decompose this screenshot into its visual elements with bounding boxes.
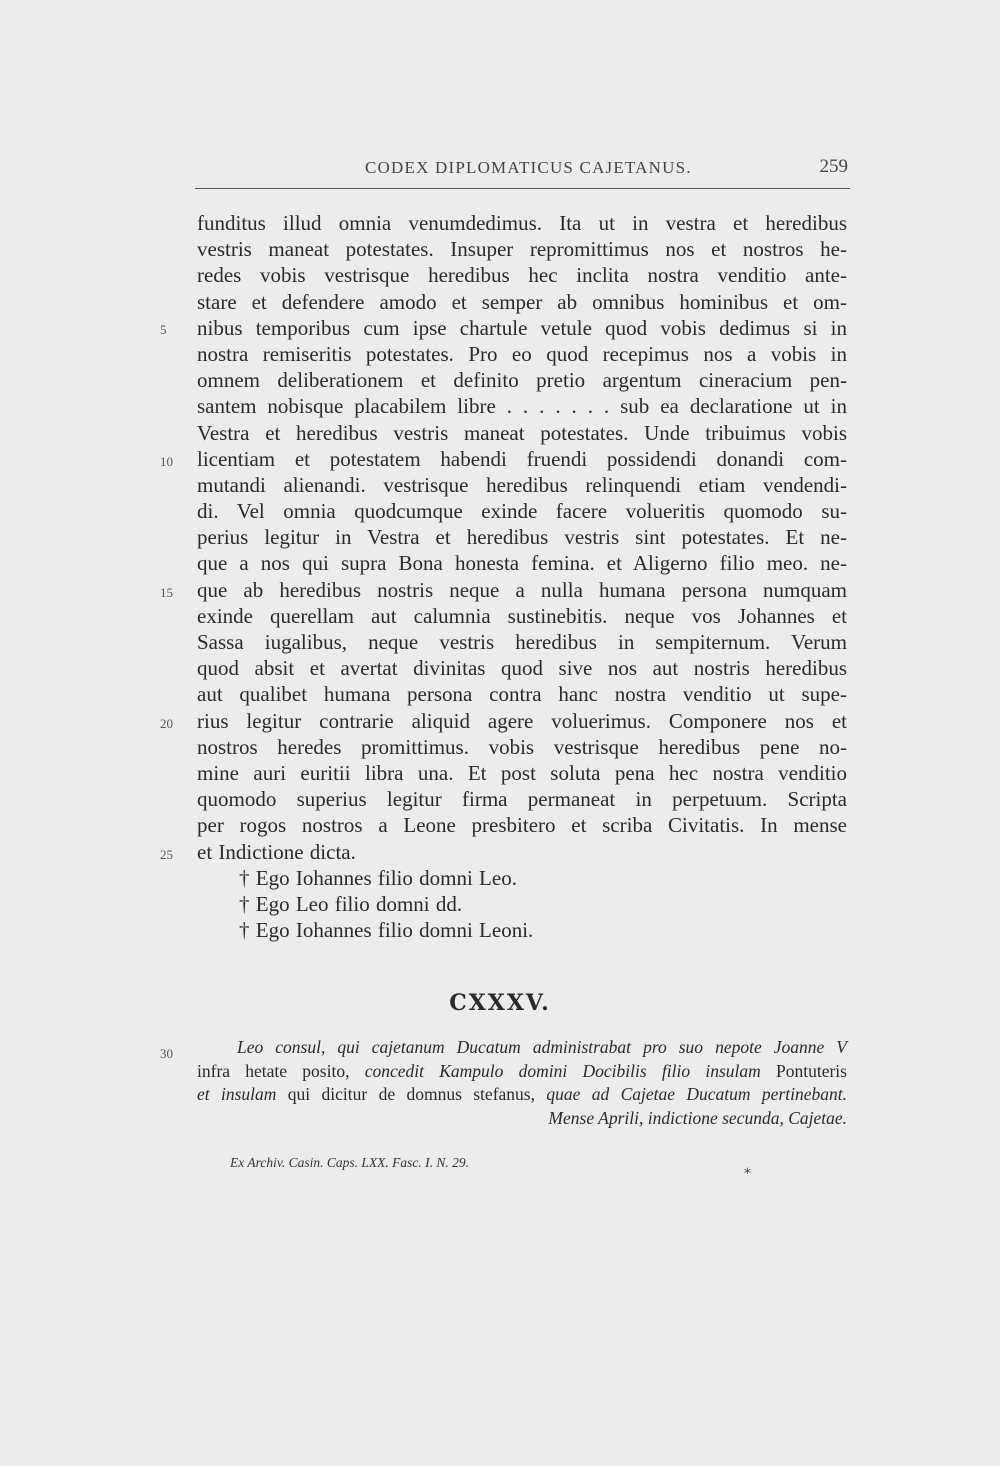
text-line: et Indictione dicta. (197, 839, 356, 864)
charter-text (197, 210, 847, 943)
text-line: aut qualibet humana persona contra hanc nostra venditio ut supe- (197, 682, 847, 707)
text-line: omnem deliberationem et definito pretio argentum cineracium pen- (197, 368, 847, 393)
text-line: nostra remiseritis potestates. Pro eo quod recepimus nos a vobis in (197, 341, 847, 366)
text-line: que a nos qui supra Bona honesta femina. et Aligerno filio meo. ne- (197, 551, 847, 576)
summary-line (197, 1083, 847, 1107)
text-line: quomodo superius legitur firma permaneat in perpetuum. Scripta (197, 787, 847, 812)
summary-text: quae ad Cajetae Ducatum pertinebant. (546, 1084, 847, 1104)
text-line: que ab heredibus nostris neque a nulla humana persona numquam (197, 577, 847, 602)
summary-text: Leo consul, qui cajetanum Ducatum administrabat pro suo nepote Joanne V (237, 1037, 847, 1057)
summary-text: concedit Kampulo domini Docibilis filio insulam (364, 1060, 761, 1081)
line-number-15: 15 (160, 585, 173, 600)
summary-text: qui dicitur de domnus stefanus, (276, 1084, 547, 1104)
signature-line: † Ego Leo filio domni dd. (239, 891, 463, 916)
summary-text: et insulam (197, 1084, 277, 1104)
text-line: stare et defendere amodo et semper ab omnibus hominibus et om- (197, 289, 847, 314)
line-number-20: 20 (160, 716, 173, 731)
source-citation: Ex Archiv. Casin. Caps. LXX. Fasc. I. N. 29. (230, 1155, 469, 1170)
summary-text: infra hetate posito, (197, 1060, 365, 1081)
page-header (195, 152, 850, 189)
summary-line (197, 1107, 847, 1131)
text-line: redes vobis vestrisque heredibus hec inclita nostra venditio ante- (197, 263, 847, 288)
running-title: CODEX DIPLOMATICUS CAJETANUS. (365, 158, 692, 177)
document-summary (197, 1036, 847, 1130)
text-line: di. Vel omnia quodcumque exinde facere volueritis quomodo su- (197, 499, 847, 524)
text-line: mine auri euritii libra una. Et post soluta pena hec nostra venditio (197, 760, 847, 785)
text-line: Vestra et heredibus vestris maneat potestates. Unde tribuimus vobis (197, 420, 847, 445)
text-line: nibus temporibus cum ipse chartule vetule quod vobis dedimus si in (197, 315, 847, 340)
summary-text: Pontuteris (760, 1060, 847, 1081)
text-line: vestris maneat potestates. Insuper repromittimus nos et nostros he- (197, 237, 847, 262)
signature-line: † Ego Iohannes filio domni Leo. (239, 865, 517, 890)
text-line: exinde querellam aut calumnia sustinebitis. neque vos Johannes et (197, 603, 847, 628)
text-line: licentiam et potestatem habendi fruendi possidendi donandi com- (197, 446, 847, 471)
summary-line (197, 1036, 847, 1060)
line-number-10: 10 (160, 454, 173, 469)
page-number: 259 (819, 156, 848, 177)
text-line: rius legitur contrarie aliquid agere voluerimus. Componere nos et (197, 708, 847, 733)
summary-line (197, 1060, 847, 1084)
text-line: Sassa iugalibus, neque vestris heredibus in sempiternum. Verum (197, 630, 847, 654)
signature-line: † Ego Iohannes filio domni Leoni. (239, 918, 534, 943)
line-number-5: 5 (160, 322, 167, 337)
text-line: quod absit et avertat divinitas quod sive nos aut nostris heredibus (197, 656, 847, 681)
text-line: mutandi alienandi. vestrisque heredibus relinquendi etiam vendendi- (197, 472, 847, 497)
document-number: CXXXV. (449, 990, 551, 1016)
line-number-25: 25 (160, 847, 173, 862)
asterisk-mark: * (744, 1166, 751, 1182)
text-line: nostros heredes promittimus. vobis vestrisque heredibus pene no- (197, 734, 847, 759)
text-line: funditus illud omnia venumdedimus. Ita ut in vestra et heredibus (197, 211, 847, 235)
text-line: santem nobisque placabilem libre . . . . . . . sub ea declaratione ut in (197, 394, 847, 419)
summary-text: Mense Aprili, indictione secunda, Cajetae. (548, 1107, 847, 1128)
text-line: per rogos nostros a Leone presbitero et scriba Civitatis. In mense (197, 813, 847, 838)
line-number-30: 30 (160, 1046, 173, 1061)
text-line: perius legitur in Vestra et heredibus vestris sint potestates. Et ne- (197, 525, 847, 550)
